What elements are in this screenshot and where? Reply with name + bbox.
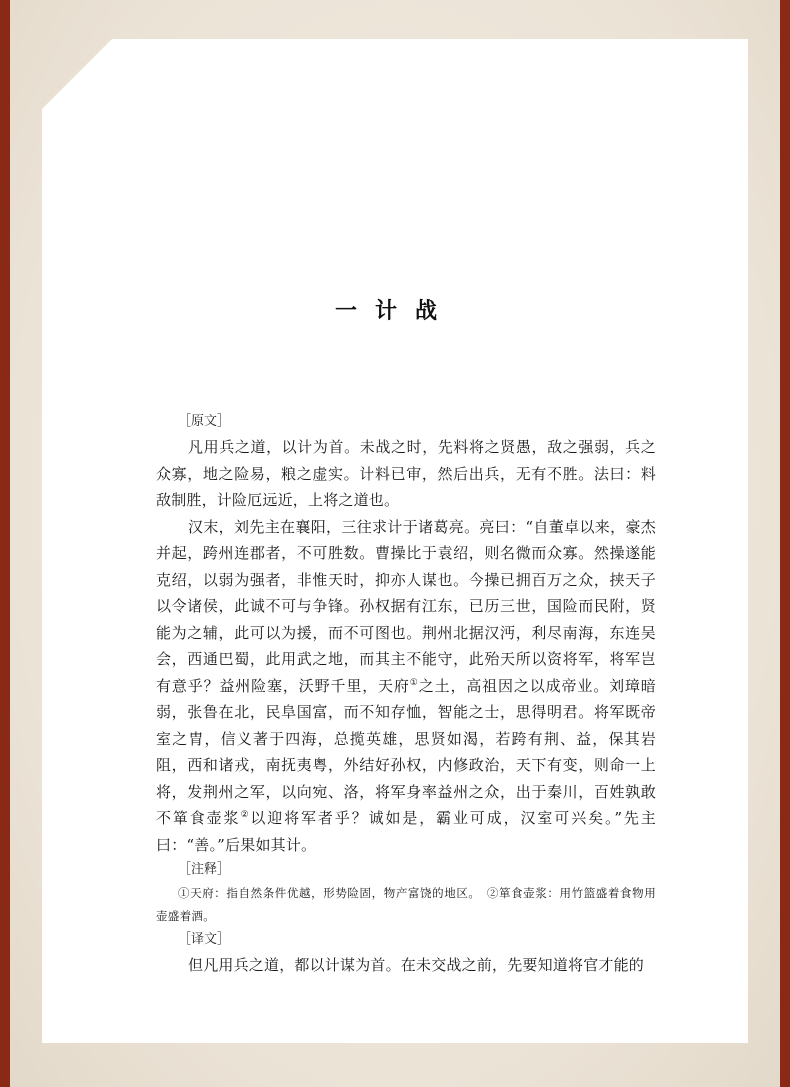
footnote-mark-1[interactable]: ① (409, 677, 419, 688)
translation-label: ［译文］ (178, 932, 231, 947)
original-paragraph-2-part-a: 汉末，刘先主在襄阳，三往求计于诸葛亮。亮曰：“自董卓以来，豪杰并起，跨州连郡者，不可胜数。曹操比于袁绍，则名微而众寡。然操遂能克绍，以弱为强者，非惟天时，抑亦人谋也。今操已拥百万之众，挟天子以令诸侯，此诚不可与争锋。孙权据有江东，已历三世，国险而民附，贤能为之辅，此可以为援，而不可图也。荆州北据汉沔，利尽南海，东连吴会，西通巴蜀，此用武之地，而其主不能守，此殆天所以资将军，将军岂有意乎？益州险塞，沃野千里，天府 (156, 517, 656, 695)
notes-text: ①天府：指自然条件优越，形势险固，物产富饶的地区。 ②箪食壶浆：用竹篮盛着食物用壶盛着酒。 (156, 886, 656, 923)
original-paragraph-2 (156, 514, 656, 859)
translation-paragraph-1: 但凡用兵之道，都以计谋为首。在未交战之前，先要知道将官才能的 (188, 956, 645, 974)
original-text-label: ［原文］ (178, 414, 231, 429)
page-content (156, 410, 656, 979)
notes-label: ［注释］ (178, 862, 231, 877)
left-frame-border (0, 0, 10, 1087)
right-frame-border (780, 0, 790, 1087)
chapter-title: 一计战 (334, 299, 455, 324)
original-paragraph-1: 凡用兵之道，以计为首。未战之时，先料将之贤愚，敌之强弱，兵之众寡，地之险易，粮之虚实。计料已审，然后出兵，无有不胜。法曰：料敌制胜，计险厄远近，上将之道也。 (156, 438, 656, 509)
original-paragraph-2-part-b: 之土，高祖因之以成帝业。刘璋暗弱，张鲁在北，民阜国富，而不知存恤，智能之士，思得明君。将军既帝室之胄，信义著于四海，总揽英雄，思贤如渴，若跨有荆、益，保其岩阻，西和诸戎，南抚夷粤，外结好孙权，内修政治，天下有变，则命一上将，发荆州之军，以向宛、洛，将军身率益州之众，出于秦川，百姓孰敢不箪食壶浆 (156, 676, 656, 827)
original-paragraph-2-part-c: 以迎将军者乎？诚如是，霸业可成，汉室可兴矣。”先主曰：“善。”后果如其计。 (156, 809, 656, 854)
footnote-mark-2[interactable]: ② (240, 810, 251, 820)
